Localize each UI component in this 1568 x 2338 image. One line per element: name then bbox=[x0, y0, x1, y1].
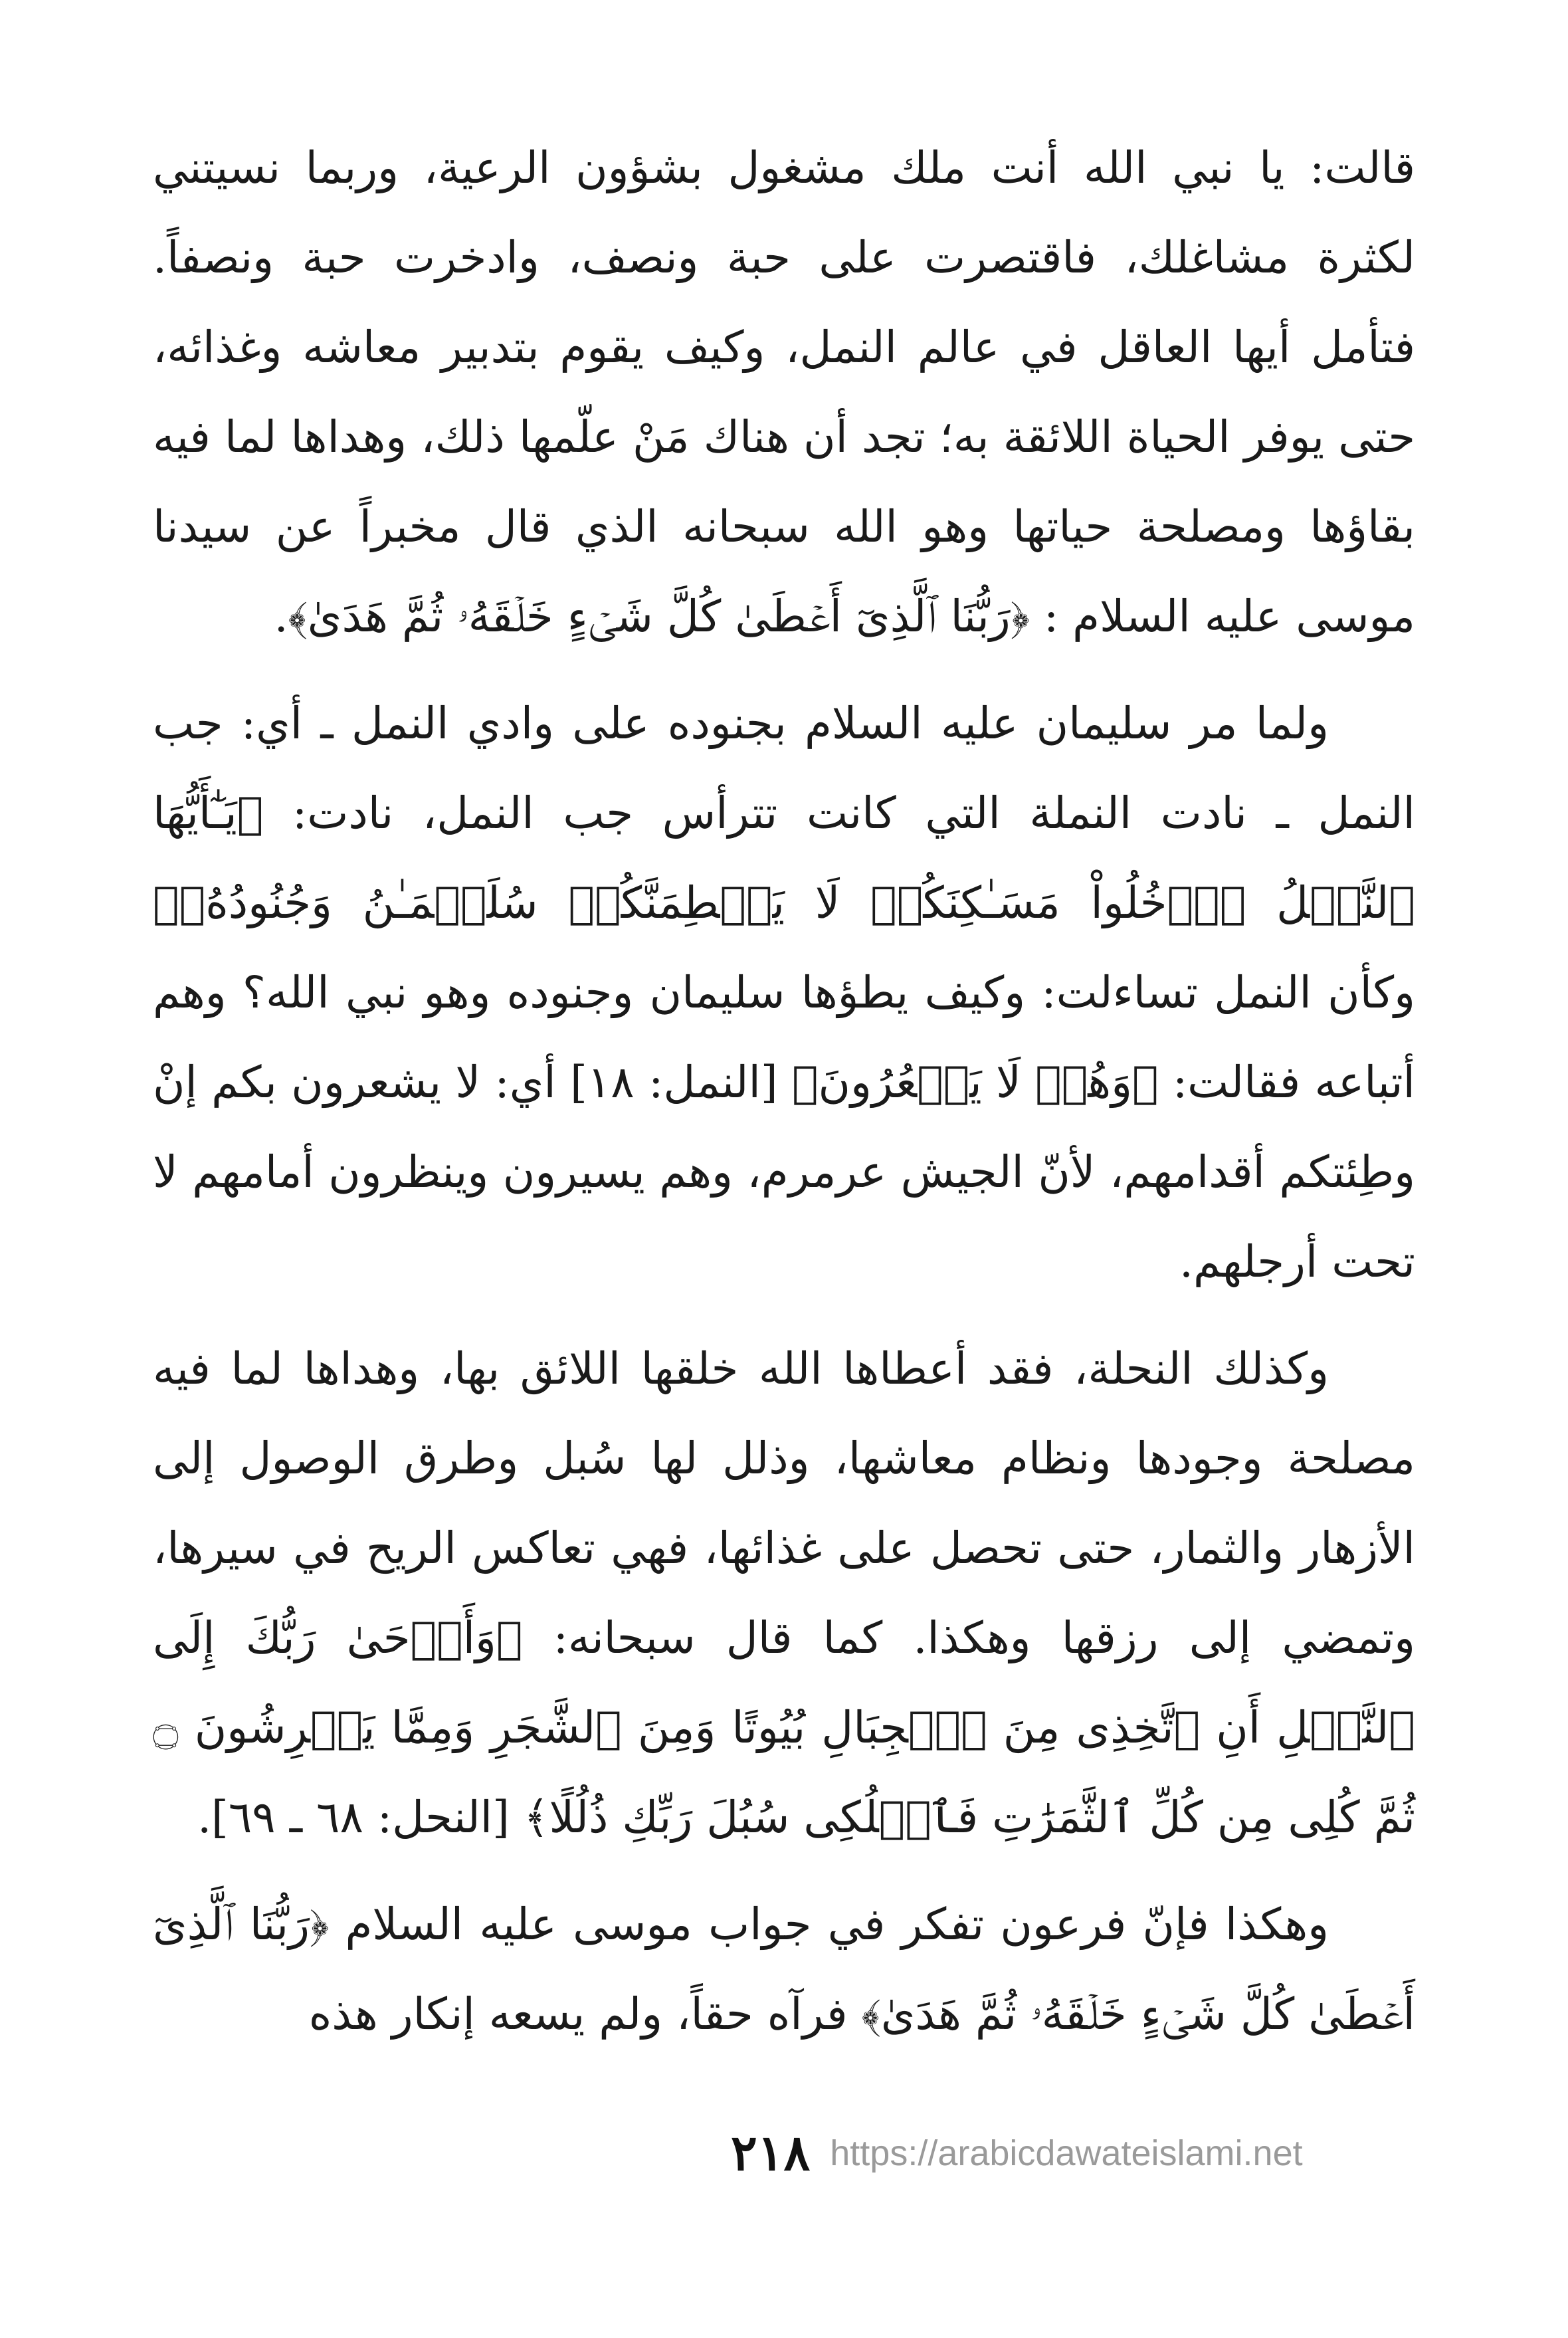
source-url[interactable]: https://arabicdawateislami.net bbox=[830, 2133, 1303, 2173]
page-body bbox=[153, 123, 1415, 2076]
page-number: ٢١٨ bbox=[731, 2125, 811, 2182]
paragraph-3: وكذلك النحلة، فقد أعطاها الله خلقها اللائق بها، وهداها لما فيه مصلحة وجودها ونظام معاشها، وذلل لها سُبل وطرق الوصول إلى الأزهار والثمار، حتى تحصل على غذائها، فهي تعاكس الريح في سيرها، وتمضي إلى رزقها وهكذا. كما قال سبحانه: ﴿وَأَوۡحَىٰ رَبُّكَ إِلَى ٱلنَّحۡلِ أَنِ ٱتَّخِذِى مِنَ ٱلۡجِبَالِ بُيُوتًا وَمِنَ ٱلشَّجَرِ وَمِمَّا يَعۡرِشُونَ ۝ ثُمَّ كُلِى مِن كُلِّ ٱلثَّمَرَٰتِ فَٱسۡلُكِى سُبُلَ رَبِّكِ ذُلُلًا﴾ [النحل: ٦٨ ـ ٦٩]. bbox=[153, 1343, 1416, 1843]
paragraph-1: قالت: يا نبي الله أنت ملك مشغول بشؤون الرعية، وربما نسيتني لكثرة مشاغلك، فاقتصرت على حبة ونصف، وادخرت حبة ونصفاً. فتأمل أيها العاقل في عالم النمل، وكيف يقوم بتدبير معاشه وغذائه، حتى يوفر الحياة اللائقة به؛ تجد أن هناك مَنْ علّمها ذلك، وهداها لما فيه بقاؤها ومصلحة حياتها وهو الله سبحانه الذي قال مخبراً عن سيدنا موسى عليه السلام : ﴿رَبُّنَا ٱلَّذِىٓ أَعۡطَىٰ كُلَّ شَىۡءٍ خَلۡقَهُۥ ثُمَّ هَدَىٰ﴾. bbox=[153, 142, 1415, 642]
paragraph-4: وهكذا فإنّ فرعون تفكر في جواب موسى عليه السلام ﴿رَبُّنَا ٱلَّذِىٓ أَعۡطَىٰ كُلَّ شَىۡءٍ خَلۡقَهُۥ ثُمَّ هَدَىٰ﴾ فرآه حقاً، ولم يسعه إنكار هذه bbox=[153, 1899, 1415, 2040]
page-footer bbox=[731, 2120, 1395, 2186]
paragraph-2: ولما مر سليمان عليه السلام بجنوده على وادي النمل ـ أي: جب النمل ـ نادت النملة التي كانت تترأس جب النمل، نادت: ﴿يَـٰٓأَيُّهَا ٱلنَّمۡلُ ٱدۡخُلُواْ مَسَـٰكِنَكُمۡ لَا يَحۡطِمَنَّكُمۡ سُلَيۡمَـٰنُ وَجُنُودُهُۥ﴾ وكأن النمل تساءلت: وكيف يطؤها سليمان وجنوده وهو نبي الله؟ وهم أتباعه فقالت: ﴿وَهُمۡ لَا يَشۡعُرُونَ﴾ [النمل: ١٨] أي: لا يشعرون بكم إنْ وطِئتكم أقدامهم، لأنّ الجيش عرمرم، وهم يسيرون وينظرون أمامهم لا تحت أرجلهم. bbox=[153, 698, 1416, 1287]
